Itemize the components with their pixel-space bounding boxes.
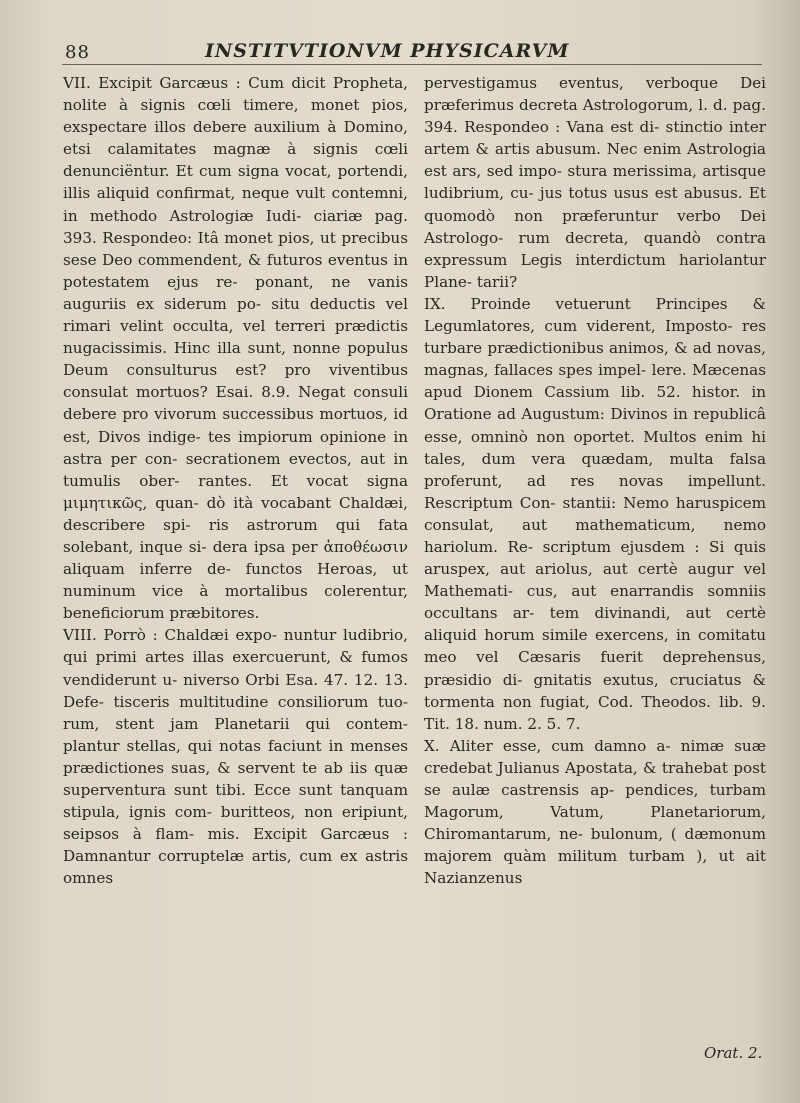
paragraph-x: X. Aliter esse, cum damno a- nimæ suæ credebat Julianus Apostata, & trahebat post se aulæ castrensis ap- pendices, turbam Magorum, Vatum, Planetariorum, Chiromantarum, ne- bulonum, ( dæmonum majorem quàm militum turbam ), ut ait Nazianzenus	[424, 736, 766, 888]
page-number: 88	[65, 42, 90, 63]
paragraph-ix: IX. Proinde vetuerunt Principes & Legumlatores, cum viderent, Imposto- res turbare prædictionibus animos, & ad novas, magnas, fallaces spes impel- lere. Mæcenas apud Dionem Cassium lib. 52. histor. in Oratione ad Augustum: Divinos in republicâ esse, omninò non oportet. Multos enim hi tales, dum vera quædam, multa falsa proferunt, ad res novas impellunt. Rescriptum Con- stantii: Nemo haruspicem consulat, aut mathematicum, nemo hariolum. Re- scriptum ejusdem : Si quis aruspex, aut ariolus, aut certè augur vel Mathemati- cus, aut enarrandis somniis occultans ar- tem divinandi, aut certè aliquid horum simile exercens, in comitatu meo vel Cæsaris fuerit deprehensus, præsidio di- gnitatis exutus, cruciatus & tormenta non fugiat, Cod. Theodos. lib. 9. Tit. 18. num. 2. 5. 7.	[424, 294, 766, 733]
left-column	[63, 72, 408, 889]
running-title: INSTITVTIONVM PHYSICARVM	[205, 40, 570, 62]
catchword: Orat. 2.	[704, 1044, 763, 1062]
header-rule	[62, 64, 762, 65]
page-header	[65, 40, 765, 66]
paragraph-viii: VIII. Porrò : Chaldæi expo- nuntur ludibrio, qui primi artes illas exercuerunt, & fumos vendiderunt u- niverso Orbi Esa. 47. 12. 13. Defe- tisceris multitudine consiliorum tuo- rum, stent jam Planetarii qui contem- plantur stellas, qui notas faciunt in menses prædictiones suas, & servent te ab iis quæ superventura sunt tibi. Ecce sunt tanquam stipula, ignis com- buritteos, non eripiunt, seipsos à flam- mis. Excipit Garcæus : Damnantur corruptelæ artis, cum ex astris omnes	[63, 626, 408, 888]
paragraph-vii: VII. Excipit Garcæus : Cum dicit Propheta, nolite à signis cœli timere, monet pios, exspectare illos debere auxilium à Domino, etsi calamitates magnæ à signis cœli denunciëntur. Et cum signa vocat, portendi, illis aliquid confirmat, neque vult contemni, in methodo Astrologiæ Iudi- ciariæ pag. 393. Respondeo: Itâ monet pios, ut precibus sese Deo commendent, & futuros eventus in potestatem ejus re- ponant, ne vanis auguriis ex siderum po- situ deductis vel rimari velint occulta, vel terreri prædictis nugacissimis. Hinc illa sunt, nonne populus Deum consulturus est? pro viventibus consulat mortuos? Esai. 8.9. Negat consuli debere pro vivorum successibus mortuos, id est, Divos indige- tes impiorum opinione in astra per con- secrationem evectos, aut in tumulis ober- rantes. Et vocat signa μιμητικῶς, quan- dò ità vocabant Chaldæi, describere spi- ris astrorum qui fata solebant, inque si- dera ipsa per ἀποθέωσιν aliquam inferre de- functos Heroas, ut numinum vice à mortalibus colerentur, beneficiorum præbitores.	[63, 74, 408, 623]
paragraph-vii-continued: pervestigamus eventus, verboque Dei præferimus decreta Astrologorum, l. d. pag. 394. Respondeo : Vana est di- stinctio inter artem & artis abusum. Nec enim Astrologia est ars, sed impo- stura merissima, artisque ludibrium, cu- jus totus usus est abusus. Et quomodò non præferuntur verbo Dei Astrologo- rum decreta, quandò contra expressum Legis interdictum hariolantur Plane- tarii?	[424, 74, 766, 291]
right-column	[424, 72, 766, 889]
